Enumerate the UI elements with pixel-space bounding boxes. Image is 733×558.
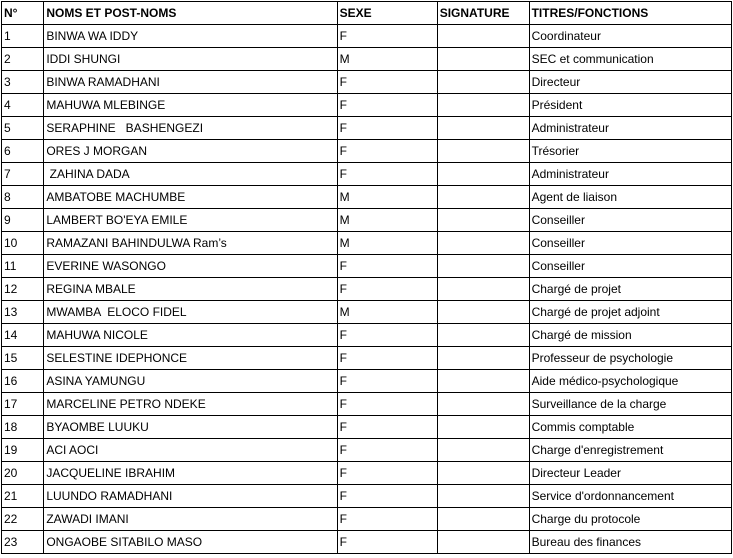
table-row: [2, 347, 732, 370]
cell-number: 3: [2, 71, 44, 94]
table-row: [2, 393, 732, 416]
cell-number: 6: [2, 140, 44, 163]
table-row: [2, 94, 732, 117]
table-row: [2, 209, 732, 232]
cell-title: Professeur de psychologie: [529, 347, 731, 370]
members-table: [1, 1, 732, 554]
cell-number: 5: [2, 117, 44, 140]
cell-sexe: F: [337, 278, 437, 301]
cell-name: SELESTINE IDEPHONCE: [44, 347, 337, 370]
table-row: [2, 278, 732, 301]
cell-signature: [437, 324, 529, 347]
cell-name: ORES J MORGAN: [44, 140, 337, 163]
cell-signature: [437, 370, 529, 393]
cell-signature: [437, 508, 529, 531]
table-row: [2, 301, 732, 324]
cell-title: Coordinateur: [529, 25, 731, 48]
cell-sexe: F: [337, 462, 437, 485]
cell-signature: [437, 531, 529, 554]
cell-sexe: F: [337, 117, 437, 140]
cell-signature: [437, 25, 529, 48]
cell-name: IDDI SHUNGI: [44, 48, 337, 71]
cell-signature: [437, 301, 529, 324]
cell-title: Chargé de mission: [529, 324, 731, 347]
cell-title: Trésorier: [529, 140, 731, 163]
cell-name: AMBATOBE MACHUMBE: [44, 186, 337, 209]
cell-number: 4: [2, 94, 44, 117]
cell-number: 21: [2, 485, 44, 508]
cell-sexe: M: [337, 232, 437, 255]
table-row: [2, 48, 732, 71]
table-row: [2, 255, 732, 278]
cell-name: MAHUWA NICOLE: [44, 324, 337, 347]
cell-number: 20: [2, 462, 44, 485]
cell-number: 8: [2, 186, 44, 209]
cell-name: LUUNDO RAMADHANI: [44, 485, 337, 508]
cell-sexe: F: [337, 324, 437, 347]
cell-sexe: M: [337, 48, 437, 71]
cell-signature: [437, 117, 529, 140]
cell-name: ACI AOCI: [44, 439, 337, 462]
cell-signature: [437, 393, 529, 416]
cell-signature: [437, 462, 529, 485]
cell-name: ONGAOBE SITABILO MASO: [44, 531, 337, 554]
table-row: [2, 531, 732, 554]
cell-title: Administrateur: [529, 163, 731, 186]
cell-signature: [437, 278, 529, 301]
cell-title: SEC et communication: [529, 48, 731, 71]
cell-sexe: F: [337, 71, 437, 94]
cell-sexe: F: [337, 94, 437, 117]
cell-number: 14: [2, 324, 44, 347]
cell-signature: [437, 71, 529, 94]
table-row: [2, 416, 732, 439]
cell-title: Aide médico-psychologique: [529, 370, 731, 393]
table-row: [2, 485, 732, 508]
cell-name: SERAPHINE BASHENGEZI: [44, 117, 337, 140]
cell-number: 18: [2, 416, 44, 439]
cell-sexe: F: [337, 508, 437, 531]
cell-sexe: F: [337, 485, 437, 508]
cell-sexe: F: [337, 416, 437, 439]
cell-number: 10: [2, 232, 44, 255]
cell-number: 19: [2, 439, 44, 462]
cell-name: BYAOMBE LUUKU: [44, 416, 337, 439]
cell-sexe: F: [337, 370, 437, 393]
table-body: [2, 25, 732, 554]
table-row: [2, 324, 732, 347]
table-row: [2, 439, 732, 462]
header-signature: SIGNATURE: [437, 2, 529, 25]
cell-title: Administrateur: [529, 117, 731, 140]
cell-signature: [437, 439, 529, 462]
cell-number: 1: [2, 25, 44, 48]
table-row: [2, 232, 732, 255]
cell-number: 12: [2, 278, 44, 301]
cell-number: 23: [2, 531, 44, 554]
cell-signature: [437, 94, 529, 117]
cell-title: Agent de liaison: [529, 186, 731, 209]
cell-sexe: F: [337, 531, 437, 554]
cell-number: 9: [2, 209, 44, 232]
cell-sexe: F: [337, 140, 437, 163]
cell-name: MWAMBA ELOCO FIDEL: [44, 301, 337, 324]
table-row: [2, 163, 732, 186]
cell-number: 17: [2, 393, 44, 416]
cell-signature: [437, 232, 529, 255]
cell-title: Chargé de projet adjoint: [529, 301, 731, 324]
table-row: [2, 140, 732, 163]
cell-number: 7: [2, 163, 44, 186]
cell-signature: [437, 485, 529, 508]
cell-signature: [437, 347, 529, 370]
cell-number: 22: [2, 508, 44, 531]
cell-title: Charge d'enregistrement: [529, 439, 731, 462]
table-row: [2, 186, 732, 209]
cell-sexe: F: [337, 255, 437, 278]
cell-title: Chargé de projet: [529, 278, 731, 301]
cell-signature: [437, 186, 529, 209]
cell-name: BINWA WA IDDY: [44, 25, 337, 48]
cell-name: ASINA YAMUNGU: [44, 370, 337, 393]
table-row: [2, 25, 732, 48]
table-header-row: [2, 2, 732, 25]
table-row: [2, 117, 732, 140]
header-sexe: SEXE: [337, 2, 437, 25]
cell-sexe: M: [337, 209, 437, 232]
cell-signature: [437, 416, 529, 439]
cell-title: Commis comptable: [529, 416, 731, 439]
cell-name: BINWA RAMADHANI: [44, 71, 337, 94]
cell-name: LAMBERT BO'EYA EMILE: [44, 209, 337, 232]
header-number: N°: [2, 2, 44, 25]
cell-title: Charge du protocole: [529, 508, 731, 531]
cell-name: EVERINE WASONGO: [44, 255, 337, 278]
cell-sexe: M: [337, 301, 437, 324]
table-row: [2, 508, 732, 531]
cell-title: Conseiller: [529, 255, 731, 278]
cell-name: ZAWADI IMANI: [44, 508, 337, 531]
cell-title: Service d'ordonnancement: [529, 485, 731, 508]
header-titles: TITRES/FONCTIONS: [529, 2, 731, 25]
cell-title: Conseiller: [529, 232, 731, 255]
cell-name: MAHUWA MLEBINGE: [44, 94, 337, 117]
cell-number: 16: [2, 370, 44, 393]
cell-sexe: F: [337, 393, 437, 416]
cell-title: Conseiller: [529, 209, 731, 232]
cell-sexe: F: [337, 439, 437, 462]
cell-name: REGINA MBALE: [44, 278, 337, 301]
cell-title: Bureau des finances: [529, 531, 731, 554]
cell-signature: [437, 48, 529, 71]
cell-title: Président: [529, 94, 731, 117]
header-names: NOMS ET POST-NOMS: [44, 2, 337, 25]
cell-title: Directeur Leader: [529, 462, 731, 485]
cell-sexe: M: [337, 186, 437, 209]
cell-number: 11: [2, 255, 44, 278]
cell-title: Directeur: [529, 71, 731, 94]
cell-number: 15: [2, 347, 44, 370]
table-row: [2, 462, 732, 485]
cell-number: 2: [2, 48, 44, 71]
cell-signature: [437, 140, 529, 163]
cell-signature: [437, 163, 529, 186]
cell-name: RAMAZANI BAHINDULWA Ram’s: [44, 232, 337, 255]
cell-sexe: F: [337, 163, 437, 186]
cell-number: 13: [2, 301, 44, 324]
cell-title: Surveillance de la charge: [529, 393, 731, 416]
cell-name: ZAHINA DADA: [44, 163, 337, 186]
table-row: [2, 71, 732, 94]
cell-name: JACQUELINE IBRAHIM: [44, 462, 337, 485]
cell-sexe: F: [337, 347, 437, 370]
cell-signature: [437, 255, 529, 278]
cell-name: MARCELINE PETRO NDEKE: [44, 393, 337, 416]
cell-signature: [437, 209, 529, 232]
cell-sexe: F: [337, 25, 437, 48]
table-row: [2, 370, 732, 393]
